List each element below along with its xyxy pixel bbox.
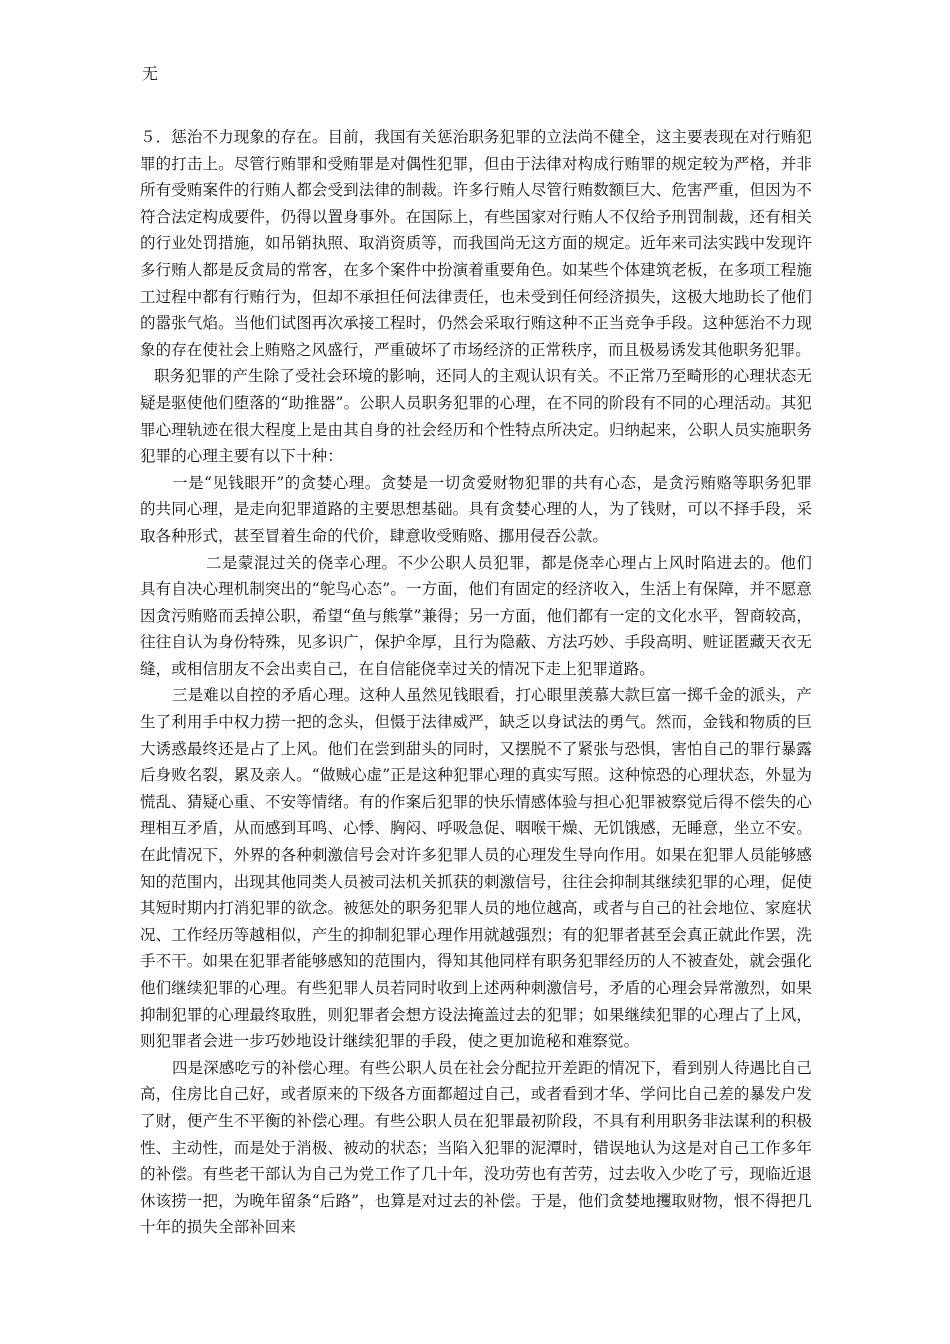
paragraph-greed: 一是“见钱眼开”的贪婪心理。贪婪是一切贪爱财物犯罪的共有心态，是贪污贿赂等职务犯罪的共同心理，是走向犯罪道路的主要思想基础。具有贪婪心理的人，为了钱财，可以不择手段，采取各种形式，甚至冒着生命的代价，肆意收受贿赂、挪用侵吞公款。 <box>140 473 812 545</box>
paragraph-contradiction: 三是难以自控的矛盾心理。这种人虽然见钱眼看，打心眼里羡慕大款巨富一掷千金的派头，产生了利用手中权力捞一把的念头，但慑于法律威严，缺乏以身试法的勇气。然而，金钱和物质的巨大诱惑最终还是占了上风。他们在尝到甜头的同时，又摆脱不了紧张与恐惧，害怕自己的罪行暴露后身败名裂，累及亲人。“做贼心虚”正是这种犯罪心理的真实写照。这种惊恐的心理状态，外显为慌乱、猜疑心重、不安等情绪。有的作案后犯罪的快乐情感体验与担心犯罪被察觉后得不偿失的心理相互矛盾，从而感到耳鸣、心悸、胸闷、呼吸急促、咽喉干燥、无饥饿感，无睡意，坐立不安。在此情况下，外界的各种刺激信号会对许多犯罪人员的心理发生导向作用。如果在犯罪人员能够感知的范围内，出现其他同类人员被司法机关抓获的刺激信号，往往会抑制其继续犯罪的心理，促使其短时期内打消犯罪的欲念。被惩处的职务犯罪人员的地位越高，或者与自己的社会地位、家庭状况、工作经历等越相似，产生的抑制犯罪心理作用就越强烈；有的犯罪者甚至会真正就此作罢，洗手不干。如果在犯罪者能够感知的范围内，得知其他同样有职务犯罪经历的人不被查处，就会强化他们继续犯罪的心理。有些犯罪人员若同时收到上述两种刺激信号，矛盾的心理会异常激烈，如果抑制犯罪的心理最终取胜，则犯罪者会想方设法掩盖过去的犯罪；如果继续犯罪的心理占了上风，则犯罪者会进一步巧妙地设计继续犯罪的手段，使之更加诡秘和难察觉。 <box>140 686 812 1051</box>
paragraph-compensation: 四是深感吃亏的补偿心理。有些公职人员在社会分配拉开差距的情况下，看到别人待遇比自己高，住房比自己好，或者原来的下级各方面都超过自己，或者看到才华、学问比自己差的暴发户发了财，便产生不平衡的补偿心理。有些公职人员在犯罪最初阶段，不具有利用职务非法谋利的积极性、主动性，而是处于消极、被动的状态；当陷入犯罪的泥潭时，错误地认为这是对自己工作多年的补偿。有些老干部认为自己为党工作了几十年，没功劳也有苦劳，过去收入少吃了亏，现临近退休该捞一把，为晚年留条“后路”，也算是对过去的补偿。于是，他们贪婪地攫取财物，恨不得把几十年的损失全部补回来 <box>140 1058 812 1237</box>
paragraph-luck: 二是蒙混过关的侥幸心理。不少公职人员犯罪，都是侥幸心理占上风时陷进去的。他们具有自决心理机制突出的“鸵鸟心态”。一方面，他们有固定的经济收入，生活上有保障，并不愿意因贪污贿赂而丢掉公职，希望“鱼与熊掌”兼得；另一方面，他们都有一定的文化水平，智商较高，往往自认为身份特殊，见多识广，保护伞厚，且行为隐蔽、方法巧妙、手段高明、赃证匿藏天衣无缝，或相信朋友不会出卖自己，在自信能侥幸过关的情况下走上犯罪道路。 <box>140 553 812 678</box>
document-body <box>140 124 812 1241</box>
page-fragment-text: 无 <box>142 64 159 83</box>
paragraph-psychology-intro: 职务犯罪的产生除了受社会环境的影响，还同人的主观认识有关。不正常乃至畸形的心理状态无疑是驱使他们堕落的“助推器”。公职人员职务犯罪的心理，在不同的阶段有不同的心理活动。其犯罪心理轨迹在很大程度上是由其自身的社会经历和个性特点所决定。归纳起来，公职人员实施职务犯罪的心理主要有以下十种： <box>140 367 812 466</box>
paragraph-punishment: ５．惩治不力现象的存在。目前，我国有关惩治职务犯罪的立法尚不健全，这主要表现在对行贿犯罪的打击上。尽管行贿罪和受贿罪是对偶性犯罪，但由于法律对构成行贿罪的规定较为严格，并非所有受贿案件的行贿人都会受到法律的制裁。许多行贿人尽管行贿数额巨大、危害严重，但因为不符合法定构成要件，仍得以置身事外。在国际上，有些国家对行贿人不仅给予刑罚制裁，还有相关的行业处罚措施，如吊销执照、取消资质等，而我国尚无这方面的规定。近年来司法实践中发现许多行贿人都是反贪局的常客，在多个案件中扮演着重要角色。如某些个体建筑老板，在多项工程施工过程中都有行贿行为，但却不承担任何法律责任，也未受到任何经济损失，这极大地助长了他们的嚣张气焰。当他们试图再次承接工程时，仍然会采取行贿这种不正当竞争手段。这种惩治不力现象的存在使社会上贿赂之风盛行，严重破坏了市场经济的正常秩序，而且极易诱发其他职务犯罪。 <box>140 128 812 359</box>
